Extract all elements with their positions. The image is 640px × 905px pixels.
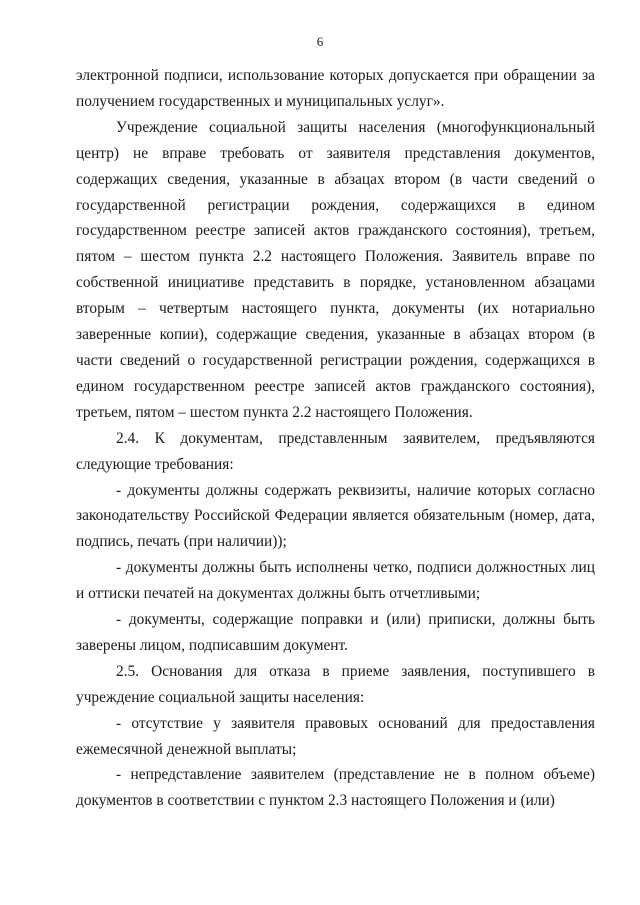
paragraph-continuation: электронной подписи, использование которых допускается при обращении за получением государственных и муниципальных услуг». [76, 67, 595, 110]
page-number: 6 [316, 34, 324, 49]
paragraph-2-4-requirements: 2.4. К документам, представленным заявителем, предъявляются следующие требования: [76, 429, 595, 473]
list-item-legibility: - документы должны быть исполнены четко, подписи должностных лиц и оттиски печатей на документах должны быть отчетливыми; [76, 559, 595, 603]
document-body [76, 63, 595, 814]
paragraph-2-5-refusal-grounds: 2.5. Основания для отказа в приеме заявления, поступившего в учреждение социальной защиты населения: [76, 662, 595, 706]
list-item-requisites: - документы должны содержать реквизиты, наличие которых согласно законодательству Российской Федерации является обязательным (номер, дата, подпись, печать (при наличии)); [76, 481, 595, 551]
list-item-no-legal-grounds: - отсутствие у заявителя правовых оснований для предоставления ежемесячной денежной выплаты; [76, 714, 595, 758]
list-item-missing-documents: - непредставление заявителем (представление не в полном объеме) документов в соответствии с пунктом 2.3 настоящего Положения и (или) [76, 766, 595, 810]
paragraph-institution-rights: Учреждение социальной защиты населения (многофункциональный центр) не вправе требовать от заявителя представления документов, содержащих сведения, указанные в абзацах втором (в части сведений о государственной регистрации рождения, содержащихся в едином государственном реестре записей актов гражданского состояния), третьем, пятом – шестом пункта 2.2 настоящего Положения. Заявитель вправе по собственной инициативе представить в порядке, установленном абзацами вторым – четвертым настоящего пункта, документы (их нотариально заверенные копии), содержащие сведения, указанные в абзацах втором (в части сведений о государственной регистрации рождения, содержащихся в едином государственном реестре записей актов гражданского состояния), третьем, пятом – шестом пункта 2.2 настоящего Положения. [76, 118, 595, 421]
list-item-corrections: - документы, содержащие поправки и (или) приписки, должны быть заверены лицом, подписавшим документ. [76, 611, 595, 654]
